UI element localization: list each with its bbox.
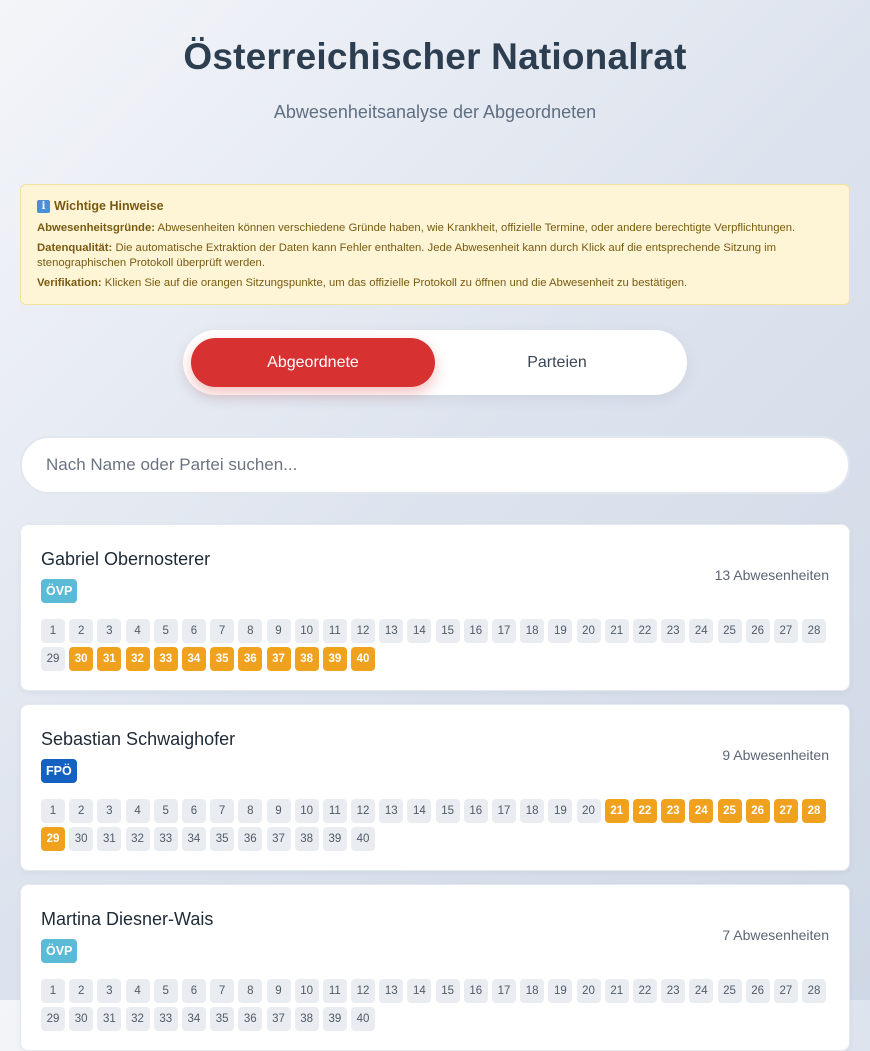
info-icon: i: [37, 200, 50, 213]
session-present: 7: [210, 799, 234, 823]
member-name: Martina Diesner-Wais: [41, 909, 214, 929]
session-absent[interactable]: 21: [605, 799, 629, 823]
session-present: 16: [464, 619, 488, 643]
session-present: 20: [577, 979, 601, 1003]
session-present: 1: [41, 799, 65, 823]
session-present: 15: [436, 979, 460, 1003]
session-absent[interactable]: 30: [69, 647, 93, 671]
page-title: Österreichischer Nationalrat: [183, 36, 687, 77]
session-present: 28: [802, 619, 826, 643]
session-present: 17: [492, 799, 516, 823]
toggle-abgeordnete-button[interactable]: Abgeordnete: [191, 338, 435, 387]
session-present: 34: [182, 1007, 206, 1031]
notice-title: [37, 199, 833, 214]
session-present: 27: [774, 979, 798, 1003]
session-present: 24: [689, 619, 713, 643]
session-present: 6: [182, 979, 206, 1003]
session-present: 15: [436, 619, 460, 643]
session-present: 9: [267, 619, 291, 643]
session-absent[interactable]: 35: [210, 647, 234, 671]
party-badge: ÖVP: [41, 939, 77, 963]
page-subtitle: Abwesenheitsanalyse der Abgeordneten: [273, 102, 597, 122]
session-present: 23: [661, 619, 685, 643]
session-present: 4: [126, 619, 150, 643]
session-present: 35: [210, 1007, 234, 1031]
session-absent[interactable]: 29: [41, 827, 65, 851]
absence-count: 13 Abwesenheiten: [714, 567, 829, 583]
notice-item-verification: [37, 276, 833, 291]
session-present: 23: [661, 979, 685, 1003]
session-absent[interactable]: 32: [126, 647, 150, 671]
session-present: 21: [605, 979, 629, 1003]
session-present: 36: [238, 827, 262, 851]
member-card: [20, 524, 850, 691]
notice-item-text: Klicken Sie auf die orangen Sitzungspunkte, um das offizielle Protokoll zu öffnen und die Abwesenheit zu bestätigen.: [101, 277, 688, 289]
notice-item-label: Datenqualität:: [37, 242, 113, 254]
member-name: Gabriel Obernosterer: [41, 549, 211, 569]
session-present: 27: [774, 619, 798, 643]
session-present: 10: [295, 619, 319, 643]
session-present: 30: [69, 827, 93, 851]
session-present: 18: [520, 799, 544, 823]
session-present: 2: [69, 799, 93, 823]
session-absent[interactable]: 39: [323, 647, 347, 671]
session-present: 18: [520, 619, 544, 643]
session-present: 17: [492, 979, 516, 1003]
session-present: 30: [69, 1007, 93, 1031]
session-present: 34: [182, 827, 206, 851]
session-present: 19: [548, 979, 572, 1003]
session-present: 39: [323, 1007, 347, 1031]
session-present: 18: [520, 979, 544, 1003]
session-present: 26: [746, 619, 770, 643]
session-present: 29: [41, 647, 65, 671]
session-present: 22: [633, 979, 657, 1003]
session-absent[interactable]: 37: [267, 647, 291, 671]
session-absent[interactable]: 28: [802, 799, 826, 823]
notice-item-label: Abwesenheitsgründe:: [37, 222, 156, 234]
session-present: 9: [267, 799, 291, 823]
session-present: 5: [154, 979, 178, 1003]
notice-item-text: Die automatische Extraktion der Daten kann Fehler enthalten. Jede Abwesenheit kann durch Klick auf die entsprechende Sitzung im stenographischen Protokoll überprüft werden.: [37, 242, 777, 269]
session-present: 16: [464, 979, 488, 1003]
session-present: 33: [154, 827, 178, 851]
session-present: 35: [210, 827, 234, 851]
absence-count: 7 Abwesenheiten: [722, 927, 829, 943]
session-grid: [41, 799, 829, 851]
party-badge: ÖVP: [41, 579, 77, 603]
page-header: [0, 0, 870, 123]
member-card-header: [41, 727, 829, 783]
member-card: [20, 884, 850, 1051]
session-present: 15: [436, 799, 460, 823]
session-present: 20: [577, 619, 601, 643]
session-present: 26: [746, 979, 770, 1003]
session-grid: [41, 979, 829, 1031]
session-present: 19: [548, 799, 572, 823]
view-toggle: [183, 330, 687, 395]
session-present: 2: [69, 619, 93, 643]
session-present: 10: [295, 799, 319, 823]
notice-item-reasons: [37, 221, 833, 236]
session-present: 19: [548, 619, 572, 643]
session-present: 14: [407, 979, 431, 1003]
session-present: 8: [238, 619, 262, 643]
session-present: 13: [379, 979, 403, 1003]
session-absent[interactable]: 34: [182, 647, 206, 671]
session-present: 24: [689, 979, 713, 1003]
member-card: [20, 704, 850, 871]
notice-title-text: Wichtige Hinweise: [54, 199, 164, 213]
member-card-header: [41, 547, 829, 603]
session-present: 32: [126, 1007, 150, 1031]
member-info: [41, 907, 213, 963]
session-absent[interactable]: 36: [238, 647, 262, 671]
session-present: 31: [97, 1007, 121, 1031]
session-absent[interactable]: 24: [689, 799, 713, 823]
session-present: 40: [351, 1007, 375, 1031]
session-present: 1: [41, 979, 65, 1003]
session-present: 3: [97, 799, 121, 823]
session-present: 13: [379, 619, 403, 643]
session-present: 38: [295, 827, 319, 851]
session-present: 12: [351, 619, 375, 643]
session-present: 33: [154, 1007, 178, 1031]
session-present: 2: [69, 979, 93, 1003]
session-present: 38: [295, 1007, 319, 1031]
member-info: [41, 547, 210, 603]
session-present: 3: [97, 979, 121, 1003]
session-present: 14: [407, 799, 431, 823]
member-card-header: [41, 907, 829, 963]
session-present: 40: [351, 827, 375, 851]
session-present: 8: [238, 799, 262, 823]
session-present: 16: [464, 799, 488, 823]
notice-item-quality: [37, 241, 833, 271]
session-present: 31: [97, 827, 121, 851]
session-present: 17: [492, 619, 516, 643]
session-present: 10: [295, 979, 319, 1003]
session-absent[interactable]: 22: [633, 799, 657, 823]
session-present: 20: [577, 799, 601, 823]
session-absent[interactable]: 31: [97, 647, 121, 671]
session-present: 4: [126, 979, 150, 1003]
session-absent[interactable]: 38: [295, 647, 319, 671]
session-present: 4: [126, 799, 150, 823]
session-present: 7: [210, 619, 234, 643]
session-present: 12: [351, 979, 375, 1003]
session-absent[interactable]: 23: [661, 799, 685, 823]
session-present: 13: [379, 799, 403, 823]
session-present: 12: [351, 799, 375, 823]
session-present: 37: [267, 827, 291, 851]
session-present: 3: [97, 619, 121, 643]
session-present: 39: [323, 827, 347, 851]
session-present: 6: [182, 799, 206, 823]
toggle-parteien-button[interactable]: Parteien: [435, 338, 679, 387]
notice-item-label: Verifikation:: [37, 277, 102, 289]
session-present: 21: [605, 619, 629, 643]
session-present: 5: [154, 799, 178, 823]
session-present: 11: [323, 799, 347, 823]
member-name: Sebastian Schwaighofer: [41, 729, 236, 749]
session-absent[interactable]: 33: [154, 647, 178, 671]
session-present: 22: [633, 619, 657, 643]
session-present: 11: [323, 619, 347, 643]
session-present: 6: [182, 619, 206, 643]
session-absent[interactable]: 26: [746, 799, 770, 823]
session-absent[interactable]: 27: [774, 799, 798, 823]
session-grid: [41, 619, 829, 671]
session-present: 8: [238, 979, 262, 1003]
session-present: 11: [323, 979, 347, 1003]
session-present: 28: [802, 979, 826, 1003]
notice-item-text: Abwesenheiten können verschiedene Gründe haben, wie Krankheit, offizielle Termine, oder andere berechtigte Verpflichtungen.: [155, 222, 796, 234]
session-absent[interactable]: 40: [351, 647, 375, 671]
session-present: 25: [718, 619, 742, 643]
session-present: 1: [41, 619, 65, 643]
session-present: 25: [718, 979, 742, 1003]
session-absent[interactable]: 25: [718, 799, 742, 823]
notice-box: [20, 184, 850, 305]
session-present: 37: [267, 1007, 291, 1031]
session-present: 5: [154, 619, 178, 643]
session-present: 14: [407, 619, 431, 643]
member-info: [41, 727, 235, 783]
session-present: 9: [267, 979, 291, 1003]
session-present: 29: [41, 1007, 65, 1031]
session-present: 7: [210, 979, 234, 1003]
session-present: 32: [126, 827, 150, 851]
party-badge: FPÖ: [41, 759, 77, 783]
session-present: 36: [238, 1007, 262, 1031]
search-input[interactable]: [20, 436, 850, 494]
absence-count: 9 Abwesenheiten: [722, 747, 829, 763]
